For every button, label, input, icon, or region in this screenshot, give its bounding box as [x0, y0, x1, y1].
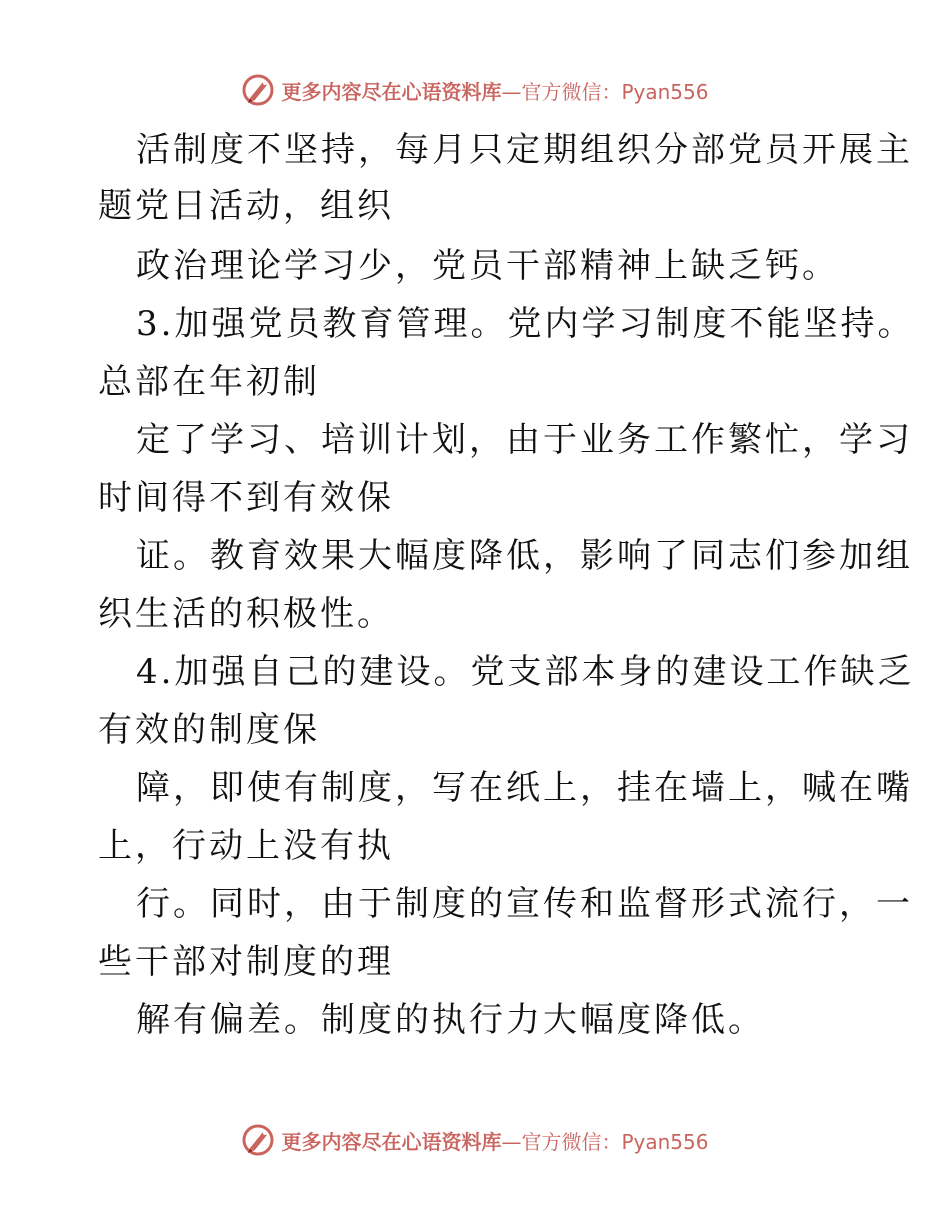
- footer-banner-text: [281, 1126, 708, 1155]
- pen-logo-icon: [241, 1123, 275, 1157]
- body-line: 政治理论学习少，党员干部精神上缺乏钙。: [136, 246, 839, 286]
- body-line: 上，行动上没有执: [98, 826, 394, 866]
- footer-separator: —: [501, 1129, 522, 1154]
- body-line: 障，即使有制度，写在纸上，挂在墙上，喊在嘴: [136, 768, 913, 808]
- body-line: 织生活的积极性。: [98, 594, 394, 634]
- header-separator: —: [501, 79, 522, 104]
- header-banner-text: [281, 76, 708, 105]
- body-line: 定了学习、培训计划，由于业务工作繁忙，学习: [136, 420, 913, 460]
- header-banner: [0, 70, 950, 110]
- header-site-text: 更多内容尽在心语资料库: [281, 79, 502, 104]
- body-line: 时间得不到有效保: [98, 478, 394, 518]
- body-line: 4.加强自己的建设。党支部本身的建设工作缺乏: [136, 652, 915, 692]
- body-line: 有效的制度保: [98, 710, 320, 750]
- footer-wechat-text: 官方微信：Pyan556: [521, 1129, 709, 1154]
- pen-logo-icon: [241, 73, 275, 107]
- body-line: 题党日活动，组织: [98, 186, 394, 226]
- body-line: 些干部对制度的理: [98, 942, 394, 982]
- header-banner-inner: [241, 73, 708, 107]
- header-wechat-text: 官方微信：Pyan556: [521, 79, 709, 104]
- body-line: 3.加强党员教育管理。党内学习制度不能坚持。: [136, 304, 915, 344]
- body-line: 总部在年初制: [98, 362, 320, 402]
- footer-banner-inner: [241, 1123, 708, 1157]
- footer-banner: [0, 1120, 950, 1160]
- body-line: 证。教育效果大幅度降低，影响了同志们参加组: [136, 536, 913, 576]
- body-line: 解有偏差。制度的执行力大幅度降低。: [136, 1000, 765, 1040]
- body-line: 行。同时，由于制度的宣传和监督形式流行，一: [136, 884, 913, 924]
- footer-site-text: 更多内容尽在心语资料库: [281, 1129, 502, 1154]
- body-line: 活制度不坚持，每月只定期组织分部党员开展主: [136, 130, 913, 170]
